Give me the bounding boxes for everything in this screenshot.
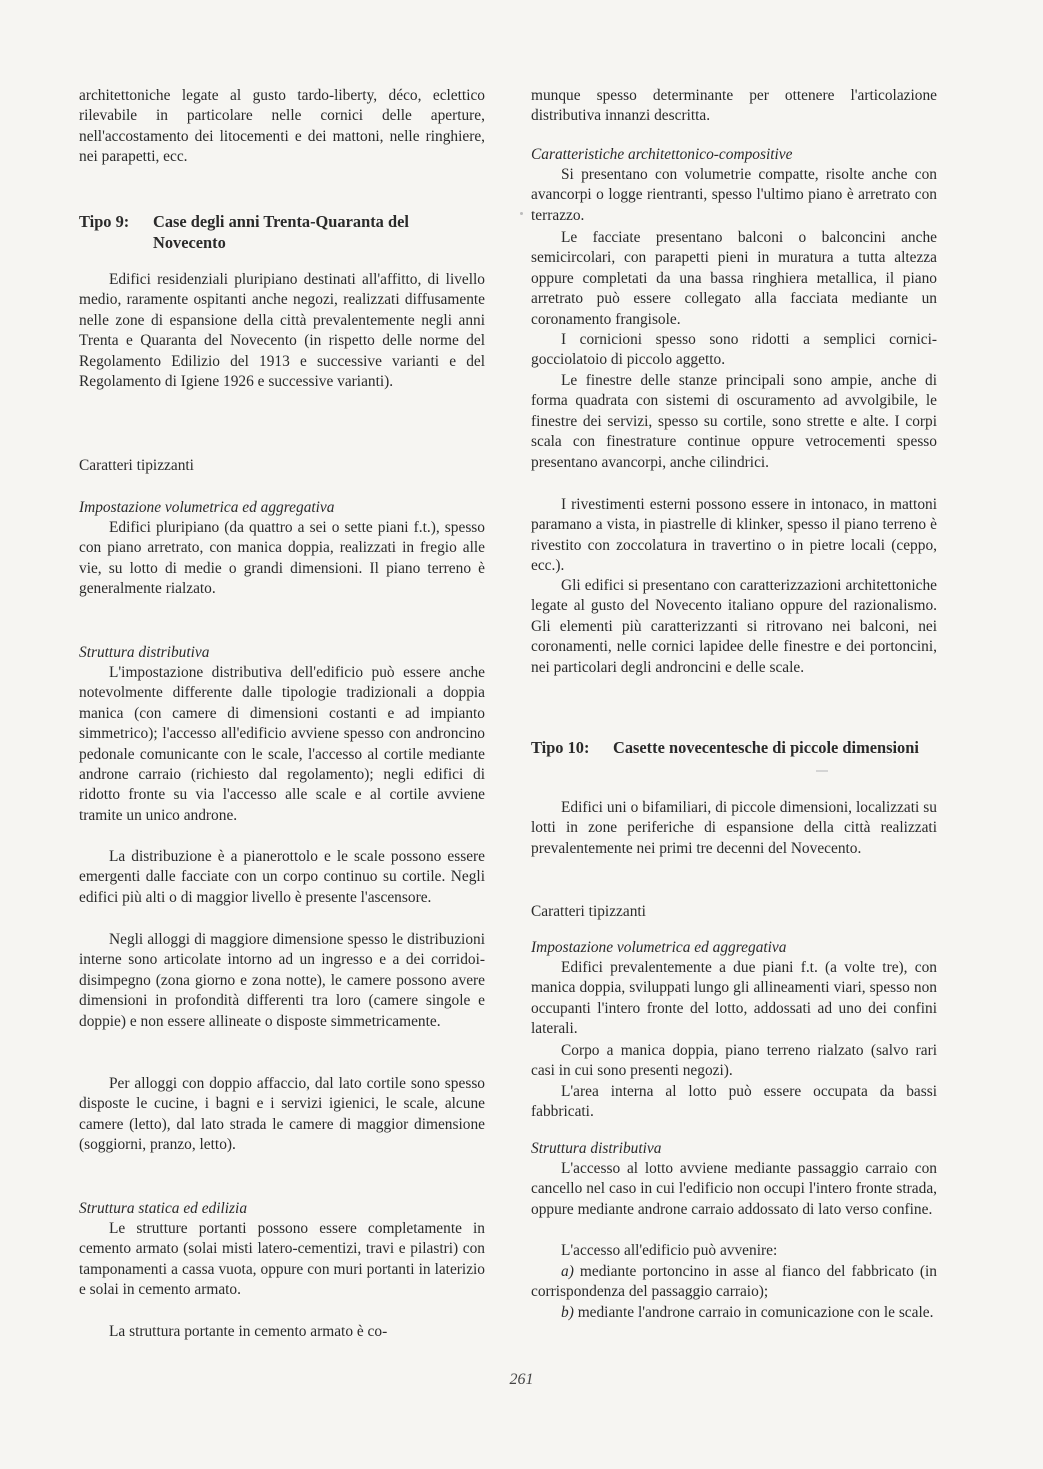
subheading-struttura-distributiva: Struttura distributiva — [531, 1140, 662, 1157]
list-item-text: mediante l'androne carraio in comunicazione con le scale. — [577, 1304, 934, 1321]
paragraph: Si presentano con volumetrie compatte, risolte anche con avancorpi o logge rientranti, spesso l'ultimo piano è arretrato con terrazzo. — [531, 166, 937, 224]
subheading-struttura-statica: Struttura statica ed edilizia — [79, 1200, 248, 1217]
subheading-struttura-distributiva: Struttura distributiva — [79, 644, 210, 661]
section-label: Tipo 9: — [79, 212, 130, 231]
paragraph: L'accesso all'edificio può avvenire: — [561, 1242, 778, 1259]
paragraph: Le strutture portanti possono essere completamente in cemento armato (solai misti latero-cementizi, travi e pilastri) con tamponamenti a cassa vuota, oppure con muri portanti in laterizio e solai in cemento armato. — [79, 1220, 485, 1299]
subheading-impostazione: Impostazione volumetrica ed aggregativa — [531, 939, 787, 956]
list-marker: a) — [561, 1263, 574, 1280]
caratteri-label: Caratteri tipizzanti — [79, 457, 194, 474]
scan-speck — [520, 212, 523, 215]
paragraph: La struttura portante in cemento armato è co- — [109, 1323, 388, 1340]
caratteri-label: Caratteri tipizzanti — [531, 903, 646, 920]
paragraph: Gli edifici si presentano con caratterizzazioni architettoniche legate al gusto del Novecento italiano oppure del razionalismo. Gli elementi più caratterizzanti si ritrovano nei balconi, nei coronamenti, nelle cornici lapidee delle finestre e dei portoncini, nei particolari degli androncini e delle scale. — [531, 577, 937, 676]
page-number: 261 — [509, 1371, 534, 1388]
paragraph: Negli alloggi di maggiore dimensione spesso le distribuzioni interne sono articolate intorno ad un ingresso e a dei corridoi-disimpegno (zona giorno e zona notte), le camere possono avere dimensioni in profondità differenti tra loro (camere singole e doppie) e non essere allineate o disposte simmetricamente. — [79, 931, 485, 1030]
paragraph: L'accesso al lotto avviene mediante passaggio carraio con cancello nel caso in cui l'edificio non occupi l'intero fronte strada, oppure mediante androne carraio addossato di lato verso confine. — [531, 1160, 937, 1218]
subheading-caratteristiche: Caratteristiche architettonico-compositive — [531, 146, 793, 163]
paragraph: Edifici pluripiano (da quattro a sei o sette piani f.t.), spesso con piano arretrato, con manica doppia, realizzati in fregio alle vie, su lotto di medie o grandi dimensioni. Il piano terreno è generalmente rialzato. — [79, 519, 485, 598]
paragraph: I cornicioni spesso sono ridotti a semplici cornici-gocciolatoio di piccolo aggetto. — [531, 331, 937, 369]
paragraph: I rivestimenti esterni possono essere in intonaco, in mattoni paramano a vista, in piastrelle di klinker, spesso il piano terreno è rivestito con zoccolatura in travertino o in pietre locali (ceppo, ecc.). — [531, 496, 937, 575]
paragraph: Per alloggi con doppio affaccio, dal lato cortile sono spesso disposte le cucine, i bagni e i servizi igienici, le scale, alcune camere (letto), dal lato strada le camere di maggior dimensione (soggiorni, pranzo, letto). — [79, 1075, 485, 1154]
list-item-text: mediante portoncino in asse al fianco del fabbricato (in corrispondenza del passaggio carraio); — [531, 1263, 937, 1301]
section-title: Case degli anni Trenta-Quaranta del Novecento — [153, 212, 409, 252]
list-item-a — [531, 1262, 937, 1303]
continuation-paragraph: munque spesso determinante per ottenere l'articolazione distributiva innanzi descritta. — [531, 87, 937, 125]
paragraph: La distribuzione è a pianerottolo e le scale possono essere emergenti dalle facciate con un corpo continuo su cortile. Negli edifici più alti o di maggior livello è presente l'ascensore. — [79, 848, 485, 906]
section-label: Tipo 10: — [531, 738, 590, 757]
paragraph: Edifici prevalentemente a due piani f.t. (a volte tre), con manica doppia, sviluppati lungo gli allineamenti viari, spesso non occupanti l'intero fronte del lotto, addossati ad uno dei confini laterali. — [531, 959, 937, 1038]
paragraph: Le facciate presentano balconi o balconcini anche semicircolari, con parapetti pieni in muratura a tutta altezza oppure completati da una bassa ringhiera metallica, il piano arretrato può essere collegato alla facciata mediante un coronamento frangisole. — [531, 229, 937, 328]
paragraph: Corpo a manica doppia, piano terreno rialzato (salvo rari casi in cui sono presenti negozi). — [531, 1042, 937, 1080]
paragraph: Le finestre delle stanze principali sono ampie, anche di forma quadrata con sistemi di oscuramento ad avvolgibile, le finestre dei servizi, spesso su cortile, sono strette e alte. I corpi scala con finestrature continue oppure vetrocementi spesso presentano avancorpi, anche cilindrici. — [531, 372, 937, 471]
paragraph: L'area interna al lotto può essere occupata da bassi fabbricati. — [531, 1083, 937, 1121]
list-marker: b) — [561, 1304, 574, 1321]
section-intro-paragraph: Edifici uni o bifamiliari, di piccole dimensioni, localizzati su lotti in zone periferiche di espansione della città realizzati prevalentemente nei primi tre decenni del Novecento. — [531, 799, 937, 857]
section-title: Casette novecentesche di piccole dimensioni — [613, 738, 919, 757]
list-item-b — [531, 1303, 937, 1323]
subheading-impostazione: Impostazione volumetrica ed aggregativa — [79, 499, 335, 516]
section-intro-paragraph: Edifici residenziali pluripiano destinati all'affitto, di livello medio, raramente ospitanti anche negozi, realizzati diffusamente nelle zone di espansione della città prevalentemente negli anni Trenta e Quaranta del Novecento (in rispetto delle norme del Regolamento Edilizio del 1913 e successive varianti e del Regolamento di Igiene 1926 e successive varianti). — [79, 271, 485, 391]
continuation-paragraph: architettoniche legate al gusto tardo-liberty, déco, eclettico rilevabile in particolare nelle cornici delle aperture, nell'accostamento dei litocementi e dei mattoni, nelle ringhiere, nei parapetti, ecc. — [79, 87, 485, 166]
paragraph: L'impostazione distributiva dell'edificio può essere anche notevolmente differente dalle tipologie tradizionali a doppia manica (con camere di dimensioni costanti e ad impianto simmetrico); l'accesso all'edificio avviene spesso con androncino pedonale comunicante con le scale, l'accesso al cortile mediante androne carraio (richiesto dal regolamento); negli edifici di ridotto fronte su via l'accesso alle scale e al cortile avviene tramite un unico androne. — [79, 664, 485, 824]
scan-mark — [816, 770, 828, 772]
